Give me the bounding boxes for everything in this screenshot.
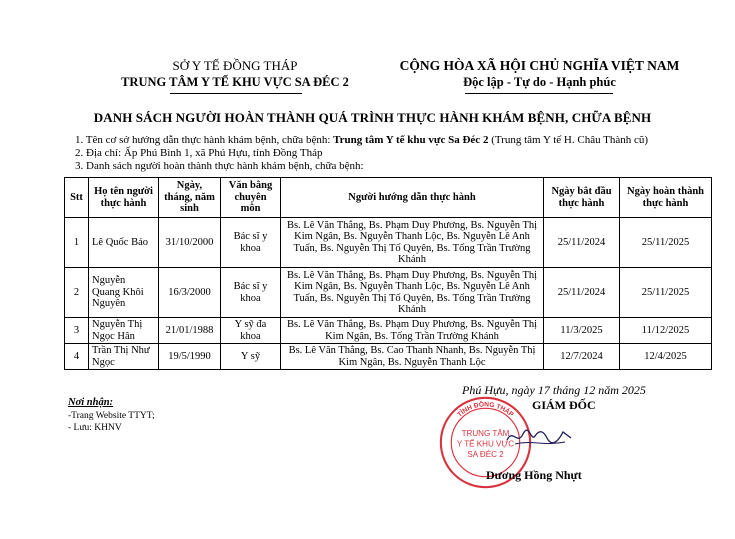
stamp-line-1: TRUNG TÂM xyxy=(461,428,510,438)
date-day: 17 xyxy=(537,383,550,397)
national-motto-block xyxy=(392,58,687,90)
cell-degree: Y sỹ xyxy=(221,344,281,370)
table-row xyxy=(65,268,712,318)
cell-start-date: 25/11/2024 xyxy=(544,218,620,268)
cell-stt: 2 xyxy=(65,268,89,318)
recipients-label: Nơi nhận: xyxy=(68,397,114,408)
motto: Độc lập - Tự do - Hạnh phúc xyxy=(463,75,616,89)
cell-degree: Bác sĩ y khoa xyxy=(221,268,281,318)
header-cell: Họ tên người thực hành xyxy=(89,178,159,218)
cell-end-date: 25/11/2025 xyxy=(620,218,712,268)
cell-start-date: 25/11/2024 xyxy=(544,268,620,318)
info-item-1-prefix: 1. Tên cơ sở hướng dẫn thực hành khám bệnh, chữa bệnh: xyxy=(75,134,334,146)
stamp-line-2: Y TẾ KHU VỰC xyxy=(456,439,515,449)
cell-dob: 31/10/2000 xyxy=(159,218,221,268)
cell-start-date: 11/3/2025 xyxy=(544,318,620,344)
info-item-2: 2. Địa chỉ: Ấp Phú Bình 1, xã Phú Hựu, tỉnh Đồng Tháp xyxy=(75,147,323,159)
issuing-agency-block xyxy=(95,58,375,90)
parent-agency: SỞ Y TẾ ĐỒNG THÁP xyxy=(172,58,298,73)
cell-dob: 19/5/1990 xyxy=(159,344,221,370)
header-cell: Ngày bắt đầu thực hành xyxy=(544,178,620,218)
stamp-ring-text: TỈNH ĐỒNG THÁP xyxy=(456,401,515,419)
table-row xyxy=(65,218,712,268)
cell-stt: 4 xyxy=(65,344,89,370)
cell-end-date: 11/12/2025 xyxy=(620,318,712,344)
cell-name: Trần Thị Như Ngọc xyxy=(89,344,159,370)
cell-supervisors: Bs. Lê Văn Thắng, Bs. Cao Thanh Nhanh, Bs. Nguyễn Thị Kim Ngân, Bs. Nguyễn Thanh Lộc xyxy=(281,344,544,370)
cell-end-date: 12/4/2025 xyxy=(620,344,712,370)
cell-degree: Bác sĩ y khoa xyxy=(221,218,281,268)
table-row xyxy=(65,318,712,344)
cell-supervisors: Bs. Lê Văn Thắng, Bs. Phạm Duy Phương, Bs. Nguyễn Thị Kim Ngân, Bs. Nguyễn Thanh Lộc, Bs. Nguyễn Lê Anh Tuấn, Bs. Nguyễn Thị Tố Quyên, Bs. Tống Trần Trường Khánh xyxy=(281,268,544,318)
cell-name: Nguyễn Thị Ngọc Hân xyxy=(89,318,159,344)
cell-start-date: 12/7/2024 xyxy=(544,344,620,370)
motto-underline xyxy=(465,93,613,94)
practitioner-table xyxy=(64,177,712,370)
info-item-1 xyxy=(75,134,648,146)
header-cell: Ngày hoàn thành thực hành xyxy=(620,178,712,218)
cell-end-date: 25/11/2025 xyxy=(620,268,712,318)
cell-name: Nguyễn Quang Khôi Nguyên xyxy=(89,268,159,318)
date-suffix: tháng 12 năm 2025 xyxy=(552,383,646,397)
cell-stt: 1 xyxy=(65,218,89,268)
recipient-item: - Lưu: KHNV xyxy=(68,423,122,433)
header-cell: Stt xyxy=(65,178,89,218)
date-prefix: Phú Hựu, ngày xyxy=(462,383,535,397)
document-title: DANH SÁCH NGƯỜI HOÀN THÀNH QUÁ TRÌNH THỰC HÀNH KHÁM BỆNH, CHỮA BỆNH xyxy=(93,110,652,125)
stamp-line-3: SA ĐÉC 2 xyxy=(467,449,504,459)
signer-title: GIÁM ĐỐC xyxy=(532,398,596,412)
cell-degree: Y sỹ đa khoa xyxy=(221,318,281,344)
recipient-item: -Trang Website TTYT; xyxy=(68,411,155,421)
info-item-3: 3. Danh sách người hoàn thành thực hành khám bệnh, chữa bệnh: xyxy=(75,160,364,172)
table-header-row xyxy=(65,178,712,218)
cell-supervisors: Bs. Lê Văn Thắng, Bs. Phạm Duy Phương, Bs. Nguyễn Thị Kim Ngân, Bs. Tống Trần Trường Khánh xyxy=(281,318,544,344)
cell-dob: 16/3/2000 xyxy=(159,268,221,318)
cell-stt: 3 xyxy=(65,318,89,344)
signer-name: Dương Hồng Nhựt xyxy=(486,468,582,482)
header-cell: Ngày, tháng, năm sinh xyxy=(159,178,221,218)
header-cell: Người hướng dẫn thực hành xyxy=(281,178,544,218)
cell-supervisors: Bs. Lê Văn Thắng, Bs. Phạm Duy Phương, Bs. Nguyễn Thị Kim Ngân, Bs. Nguyễn Thanh Lộc, Bs. Nguyễn Lê Anh Tuấn, Bs. Nguyễn Thị Tố Quyên, Bs. Tống Trần Trường Khánh xyxy=(281,218,544,268)
cell-dob: 21/01/1988 xyxy=(159,318,221,344)
handwritten-signature xyxy=(505,420,575,450)
header-cell: Văn bằng chuyên môn xyxy=(221,178,281,218)
table-row xyxy=(65,344,712,370)
agency-name: TRUNG TÂM Y TẾ KHU VỰC SA ĐÉC 2 xyxy=(121,75,349,89)
cell-name: Lê Quốc Bảo xyxy=(89,218,159,268)
agency-underline xyxy=(170,93,302,94)
info-item-1-suffix: (Trung tâm Y tế H. Châu Thành cũ) xyxy=(488,134,649,146)
info-item-1-bold: Trung tâm Y tế khu vực Sa Đéc 2 xyxy=(333,134,489,146)
country-name: CỘNG HÒA XÃ HỘI CHỦ NGHĨA VIỆT NAM xyxy=(399,58,680,73)
